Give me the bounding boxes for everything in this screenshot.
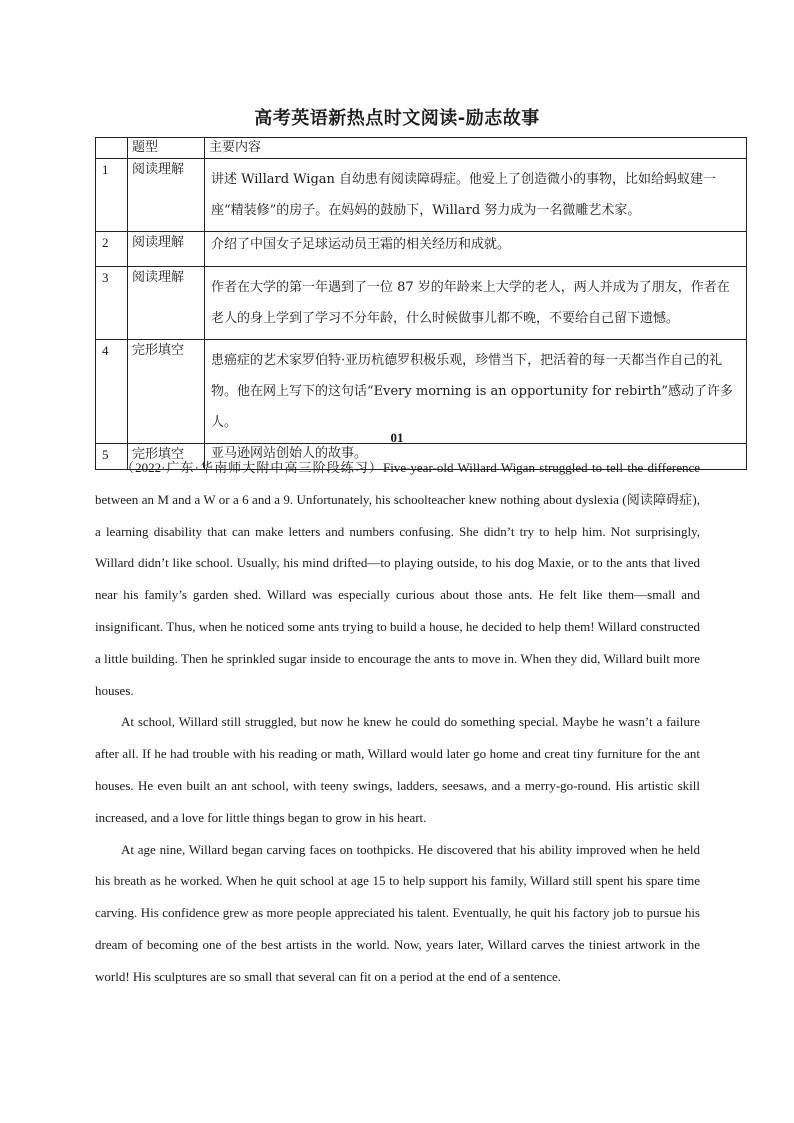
row-num: 4 [96, 340, 128, 444]
row-content: 作者在大学的第一年遇到了一位 87 岁的年龄来上大学的老人，两人并成为了朋友，作者在老人的身上学到了学习不分年龄，什么时候做事儿都不晚，不要给自己留下遗憾。 [205, 267, 747, 340]
row-type: 完形填空 [128, 444, 205, 470]
article-body [95, 452, 700, 993]
table-row [96, 159, 747, 232]
row-type: 阅读理解 [128, 232, 205, 267]
row-num: 1 [96, 159, 128, 232]
row-num: 2 [96, 232, 128, 267]
row-content: 患癌症的艺术家罗伯特·亚历杭德罗积极乐观，珍惜当下，把活着的每一天都当作自己的礼物。他在网上写下的这句话“Every morning is an opportunity for rebirth”感动了许多人。 [205, 340, 747, 444]
page-title: 高考英语新热点时文阅读-励志故事 [254, 108, 540, 129]
row-num: 3 [96, 267, 128, 340]
section-number: 01 [390, 430, 404, 445]
table-row [96, 340, 747, 444]
article-paragraph: At school, Willard still struggled, but now he knew he could do something special. Maybe he wasn’t a failure after all. If he had trouble with his reading or math, Willard would later go home and creat tiny furniture for the ant houses. He even built an ant school, with teeny swings, ladders, seesaws, and a merry-go-round. His artistic skill increased, and a love for little things began to grow in his heart. [95, 714, 700, 825]
row-content: 介绍了中国女子足球运动员王霜的相关经历和成就。 [205, 232, 747, 267]
row-type: 阅读理解 [128, 159, 205, 232]
row-num: 5 [96, 444, 128, 470]
table-header-row [96, 138, 747, 159]
table-row [96, 232, 747, 267]
row-content: 亚马逊网站创始人的故事。 [205, 444, 747, 470]
header-content: 主要内容 [205, 138, 747, 159]
article-paragraph: （2022·广东·华南师大附中高三阶段练习）Five-year-old Willard Wigan struggled to tell the difference between an M and a W or a 6 and a 9. Unfortunately, his schoolteacher knew nothing about dyslexia (阅读障碍症), a learning disability that can make letters and numbers confusing. She didn’t try to help him. Not surprisingly, Willard didn’t like school. Usually, his mind drifted—to playing outside, to his dog Maxie, or to the ants that lived near his family’s garden shed. Willard was especially curious about those ants. He felt like them—small and insignificant. Thus, when he noticed some ants trying to build a house, he decided to help them! Willard constructed a little building. Then he sprinkled sugar inside to encourage the ants to move in. When they did, Willard built more houses. [95, 460, 700, 698]
table-row [96, 267, 747, 340]
overview-table [95, 137, 747, 470]
row-content: 讲述 Willard Wigan 自幼患有阅读障碍症。他爱上了创造微小的事物，比如给蚂蚁建一座“精装修”的房子。在妈妈的鼓励下，Willard 努力成为一名微雕艺术家。 [205, 159, 747, 232]
row-type: 完形填空 [128, 340, 205, 444]
row-type: 阅读理解 [128, 267, 205, 340]
header-type: 题型 [128, 138, 205, 159]
header-num [96, 138, 128, 159]
article-paragraph: At age nine, Willard began carving faces on toothpicks. He discovered that his ability improved when he held his breath as he worked. When he quit school at age 15 to help support his family, Willard still spent his spare time carving. His confidence grew as more people appreciated his talent. Eventually, he quit his factory job to pursue his dream of becoming one of the best artists in the world. Now, years later, Willard carves the tiniest artwork in the world! His sculptures are so small that several can fit on a period at the end of a sentence. [95, 841, 700, 984]
